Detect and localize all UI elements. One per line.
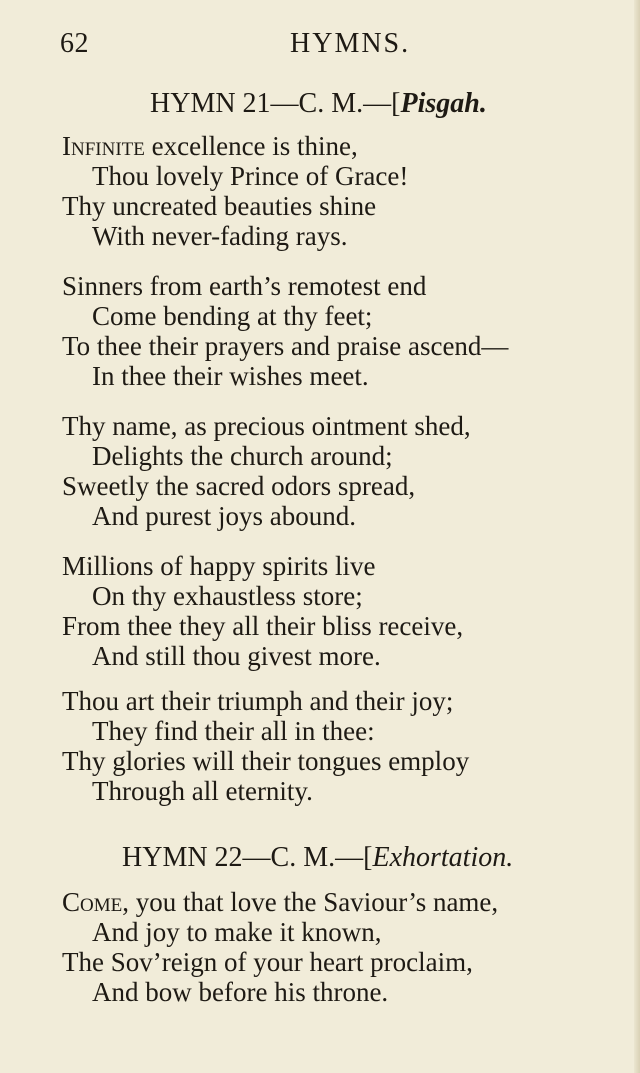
verse-line: The Sov’reign of your heart proclaim, [62, 947, 473, 977]
verse-line: And purest joys abound. [92, 501, 356, 531]
opening-word: Come [62, 887, 123, 917]
verse-line: With never-fading rays. [92, 221, 348, 251]
page-edge [634, 0, 640, 1073]
verse-line: On thy exhaustless store; [92, 581, 363, 611]
running-head: HYMNS. [290, 28, 411, 59]
hymn-21-heading: HYMN 21—C. M.—[ [150, 88, 401, 119]
opening-word: Infinite [62, 131, 145, 161]
verse-line: And bow before his throne. [92, 977, 389, 1007]
hymn-21-verse-5 [62, 686, 622, 806]
verse-line: To thee their prayers and praise ascend— [62, 331, 509, 361]
hymn-22-title [122, 842, 513, 874]
page-number: 62 [60, 28, 89, 59]
verse-line [62, 887, 622, 917]
hymn-22-heading: HYMN 22—C. M.—[ [122, 842, 373, 873]
verse-line: Through all eternity. [92, 776, 313, 806]
verse-line: Sinners from earth’s remotest end [62, 271, 427, 301]
verse-line: Thy uncreated beauties shine [62, 191, 377, 221]
page-header [0, 26, 640, 66]
hymn-21-verse-4 [62, 551, 622, 671]
verse-line: Thou lovely Prince of Grace! [92, 161, 409, 191]
verse-line: And joy to make it known, [92, 917, 382, 947]
verse-line [62, 131, 622, 161]
verse-line: In thee their wishes meet. [92, 361, 369, 391]
hymn-21-tune: Pisgah. [400, 88, 487, 119]
hymn-21-verse-3 [62, 411, 622, 531]
verse-line: And still thou givest more. [92, 641, 381, 671]
hymn-21-verse-2 [62, 271, 622, 391]
verse-line: Sweetly the sacred odors spread, [62, 471, 416, 501]
verse-line: Thy glories will their tongues employ [62, 746, 470, 776]
verse-line-text: , you that love the Saviour’s name, [122, 887, 499, 917]
verse-line: Come bending at thy feet; [92, 301, 373, 331]
verse-line: Delights the church around; [92, 441, 393, 471]
verse-line-text: excellence is thine, [144, 131, 358, 161]
hymn-22-verse-1 [62, 887, 622, 1007]
hymn-21-verse-1 [62, 131, 622, 251]
hymn-22-tune: Exhortation. [372, 842, 514, 873]
verse-line: They find their all in thee: [92, 716, 375, 746]
hymn-21-title [150, 88, 487, 120]
verse-line: From thee they all their bliss receive, [62, 611, 464, 641]
verse-line: Thou art their triumph and their joy; [62, 686, 454, 716]
verse-line: Thy name, as precious ointment shed, [62, 411, 471, 441]
verse-line: Millions of happy spirits live [62, 551, 376, 581]
